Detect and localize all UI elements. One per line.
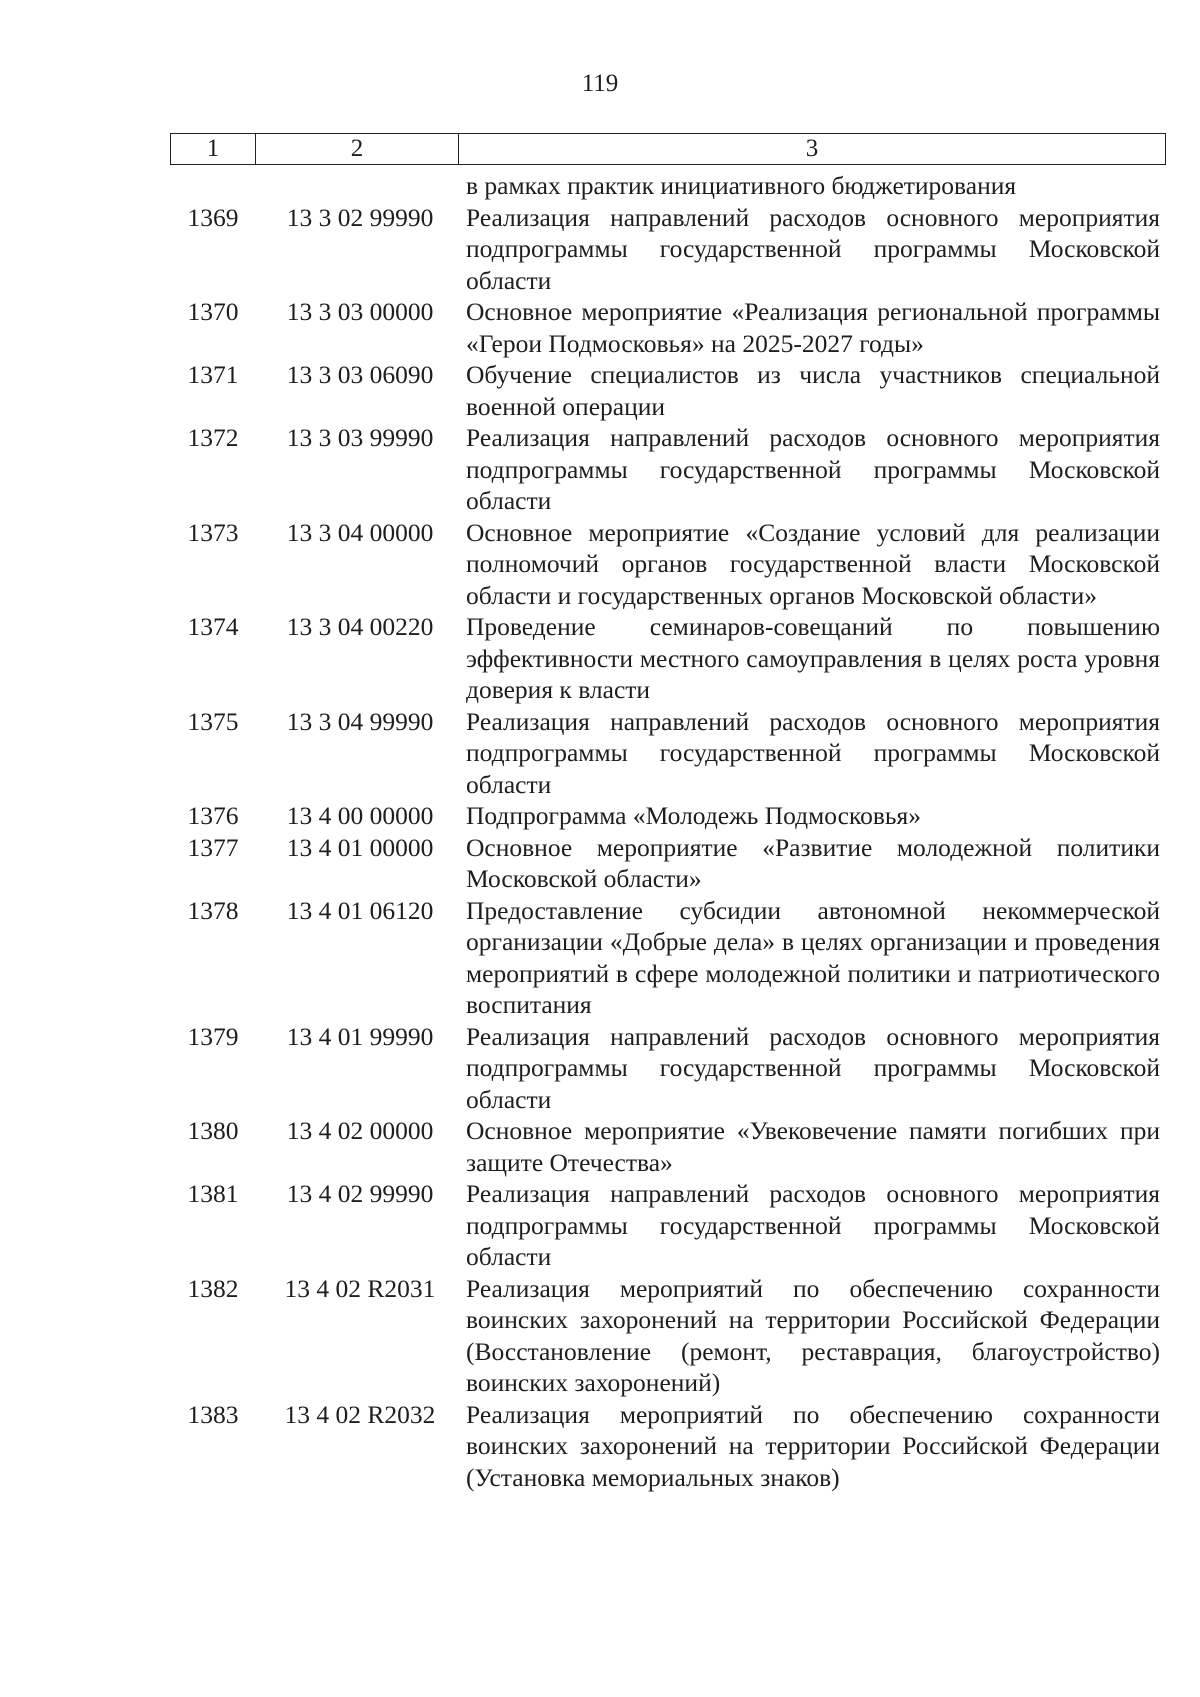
- row-number: 1381: [187, 1179, 239, 1208]
- row-description: Реализация мероприятий по обеспечению сохранности воинских захоронений на территории Российской Федерации (Восстановление (ремонт, реставрация, благоустройство) воинских захоронений): [466, 1273, 1160, 1397]
- table-row: [170, 422, 1166, 517]
- header-col-3: 3: [805, 135, 819, 162]
- table-row: [170, 359, 1166, 422]
- budget-code: 13 4 00 00000: [286, 801, 434, 830]
- budget-code: 13 4 02 99990: [286, 1179, 434, 1208]
- budget-code: 13 4 02 00000: [286, 1116, 434, 1145]
- row-number: 1383: [187, 1399, 239, 1429]
- header-col-2: 2: [256, 134, 459, 164]
- row-number: 1382: [187, 1273, 239, 1303]
- row-number: 1372: [187, 423, 239, 452]
- budget-code: 13 4 02 R2031: [284, 1273, 436, 1303]
- row-number: 1373: [187, 517, 239, 547]
- row-description: Основное мероприятие «Увековечение памяти погибших при защите Отечества»: [466, 1116, 1160, 1177]
- budget-code: 13 3 02 99990: [286, 202, 434, 232]
- budget-code: 13 4 01 00000: [286, 832, 434, 862]
- row-number: 1377: [187, 832, 239, 862]
- header-col-1: 1: [171, 134, 256, 164]
- page-number: 119: [581, 70, 619, 97]
- continuation-text: в рамках практик инициативного бюджетирования: [466, 171, 1017, 200]
- row-description: Реализация направлений расходов основного мероприятия подпрограммы государственной программы Московской области: [466, 202, 1160, 295]
- row-description: Реализация направлений расходов основного мероприятия подпрограммы государственной программы Московской области: [466, 1179, 1160, 1271]
- table-header: [170, 133, 1166, 165]
- table-row: [170, 202, 1166, 297]
- row-number: 1379: [187, 1021, 239, 1051]
- row-description: Основное мероприятие «Развитие молодежной политики Московской области»: [466, 832, 1160, 893]
- row-number: 1370: [187, 297, 239, 326]
- table-row: [170, 296, 1166, 359]
- row-description: Реализация направлений расходов основного мероприятия подпрограммы государственной программы Московской области: [466, 706, 1160, 799]
- row-number: 1374: [187, 612, 239, 641]
- row-number: 1378: [187, 895, 239, 925]
- budget-code: 13 3 04 00000: [286, 517, 434, 547]
- budget-code: 13 4 01 99990: [286, 1021, 434, 1051]
- row-number: 1380: [187, 1116, 239, 1145]
- row-description: Основное мероприятие «Реализация региональной программы «Герои Подмосковья» на 2025-2027 годы»: [466, 297, 1160, 358]
- budget-code: 13 3 04 00220: [286, 612, 434, 641]
- row-number: 1375: [187, 706, 239, 736]
- continuation-row: [170, 170, 1166, 202]
- budget-code: 13 3 03 06090: [286, 360, 434, 389]
- table-row: [170, 800, 1166, 832]
- table-row: [170, 832, 1166, 895]
- row-description: Реализация мероприятий по обеспечению сохранности воинских захоронений на территории Российской Федерации (Установка мемориальных знаков): [466, 1399, 1160, 1492]
- table-row: [170, 1399, 1166, 1494]
- row-number: 1371: [187, 360, 239, 389]
- row-description: Реализация направлений расходов основного мероприятия подпрограммы государственной программы Московской области: [466, 423, 1160, 515]
- table-row: [170, 1178, 1166, 1273]
- row-description: Подпрограмма «Молодежь Подмосковья»: [466, 801, 921, 830]
- row-description: Реализация направлений расходов основного мероприятия подпрограммы государственной программы Московской области: [466, 1021, 1160, 1114]
- row-description: Обучение специалистов из числа участников специальной военной операции: [466, 360, 1160, 421]
- table-row: [170, 706, 1166, 801]
- row-description: Основное мероприятие «Создание условий для реализации полномочий органов государственной власти Московской области и государственных органов Московской области»: [466, 517, 1160, 610]
- table-row: [170, 895, 1166, 1021]
- row-description: Предоставление субсидии автономной некоммерческой организации «Добрые дела» в целях организации и проведения мероприятий в сфере молодежной политики и патриотического воспитания: [466, 895, 1160, 1019]
- row-list: [170, 202, 1166, 1494]
- table-row: [170, 517, 1166, 612]
- table-body: [170, 170, 1166, 1493]
- table-row: [170, 1021, 1166, 1116]
- budget-code: 13 3 03 99990: [286, 423, 434, 452]
- budget-code: 13 4 01 06120: [286, 895, 434, 925]
- budget-code: 13 3 03 00000: [286, 297, 434, 326]
- table-row: [170, 1115, 1166, 1178]
- row-number: 1376: [187, 801, 239, 830]
- row-number: 1369: [187, 202, 239, 232]
- budget-code: 13 4 02 R2032: [284, 1399, 436, 1429]
- budget-code: 13 3 04 99990: [286, 706, 434, 736]
- row-description: Проведение семинаров-совещаний по повышению эффективности местного самоуправления в целях роста уровня доверия к власти: [466, 612, 1160, 704]
- table-row: [170, 611, 1166, 706]
- table-row: [170, 1273, 1166, 1399]
